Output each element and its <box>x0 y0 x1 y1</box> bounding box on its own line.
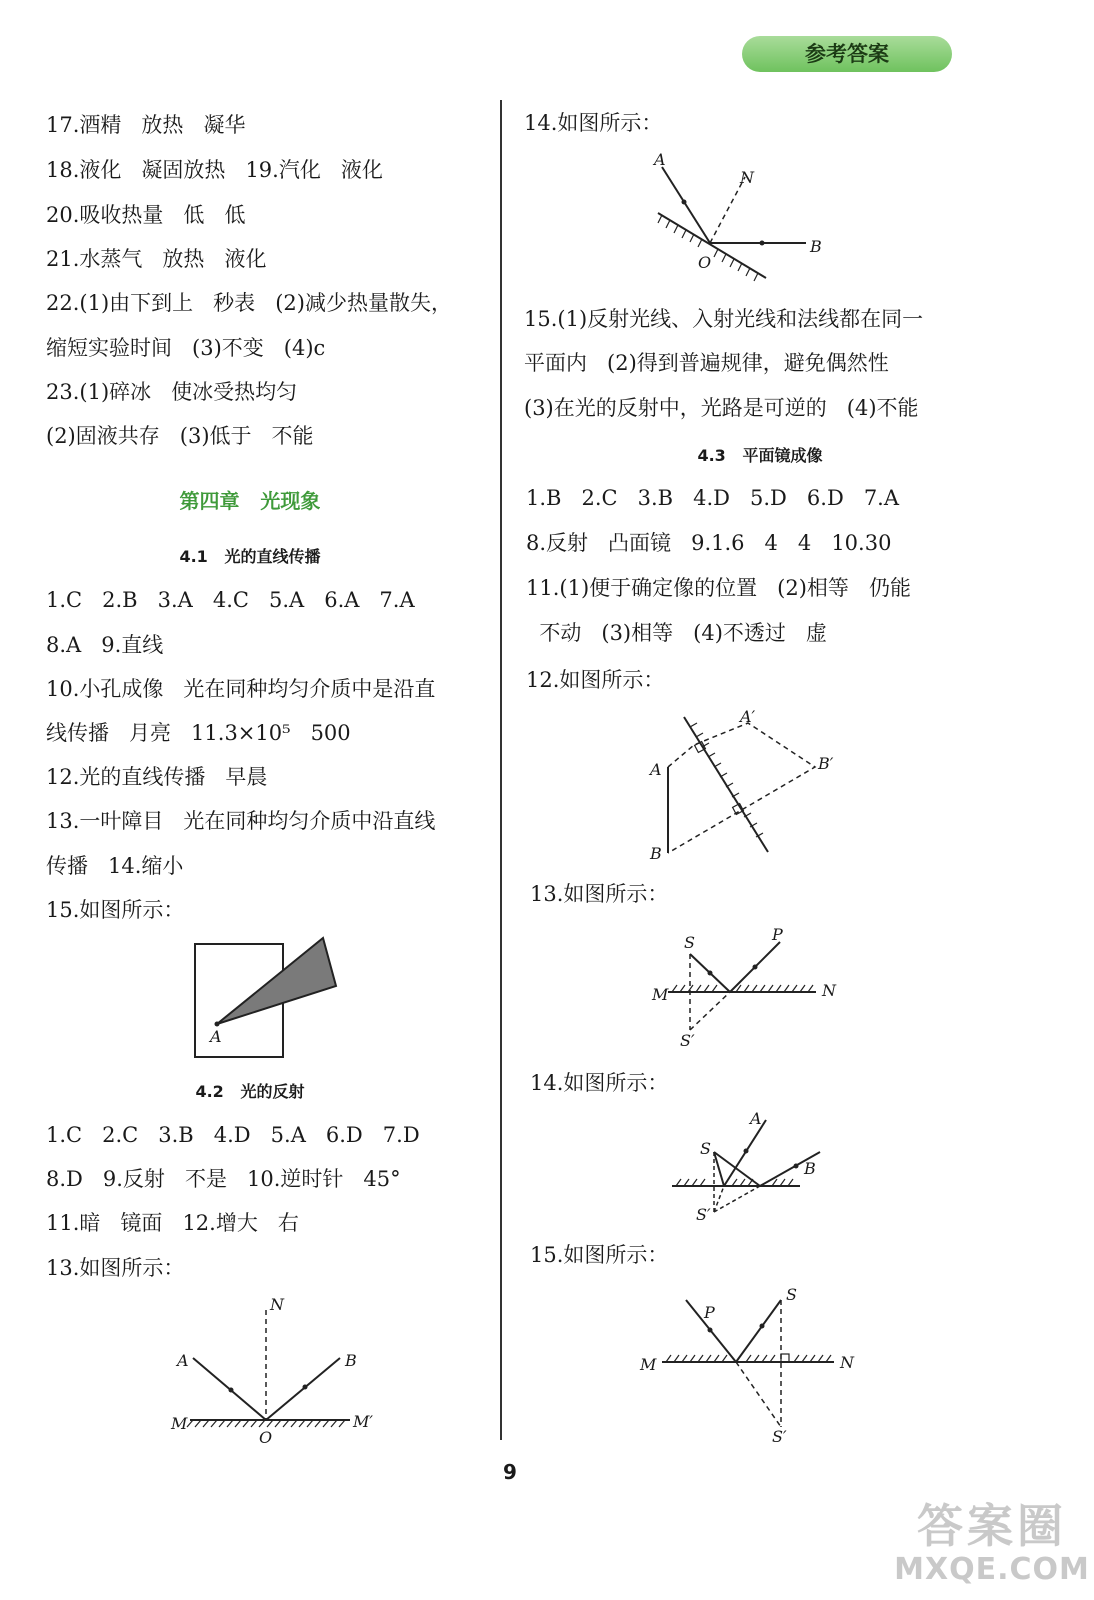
text-line: 1.C 2.C 3.B 4.D 5.A 6.D 7.D <box>46 1123 420 1147</box>
text-line: 1.B 2.C 3.B 4.D 5.D 6.D 7.A <box>526 486 900 510</box>
text-line: 不动 (3)相等 (4)不透过 虚 <box>526 621 827 645</box>
extension-line <box>736 1362 781 1427</box>
label-m-prime: M′ <box>353 1412 374 1431</box>
point-a <box>215 1022 220 1027</box>
shadow-region <box>217 938 336 1024</box>
ray-2 <box>714 1152 760 1186</box>
figure-reflection-14 <box>640 145 840 285</box>
figure-mirror-image-13 <box>648 922 848 1052</box>
text-line: 缩短实验时间 (3)不变 (4)c <box>46 336 326 360</box>
construction-lines <box>668 723 815 853</box>
figure-reflection-13 <box>165 1290 385 1450</box>
column-divider <box>500 100 502 1440</box>
mirror-hatching <box>672 985 813 992</box>
figure-shadow-diagram <box>180 930 360 1065</box>
watermark-url: MXQE.COM <box>894 1552 1090 1587</box>
text-line: 11.暗 镜面 12.增大 右 <box>46 1211 299 1235</box>
label-m: M <box>640 1355 657 1374</box>
text-line: 23.(1)碎冰 使冰受热均匀 <box>46 380 298 404</box>
text-line: 20.吸收热量 低 低 <box>46 203 246 227</box>
incident-ray <box>662 167 710 243</box>
reflected-ray <box>266 1358 340 1420</box>
text-line: 17.酒精 放热 凝华 <box>46 113 246 137</box>
text-line: (2)固液共存 (3)低于 不能 <box>46 424 314 448</box>
answer-key-badge: 参考答案 <box>742 36 952 72</box>
label-m: M <box>652 985 669 1004</box>
text-line: 13.如图所示： <box>530 882 669 906</box>
section-title-4-1: 4.1 光的直线传播 <box>179 547 321 566</box>
text-line: 14.如图所示： <box>524 111 663 135</box>
text-line: 15.如图所示： <box>530 1243 669 1267</box>
figure-mirror-image-14 <box>668 1108 848 1228</box>
label-s-prime: S′ <box>696 1205 711 1224</box>
label-s-prime: S′ <box>680 1031 695 1050</box>
mirror-hatching <box>676 1179 793 1186</box>
mirror-hatching <box>666 1355 831 1362</box>
label-o: O <box>259 1428 273 1447</box>
incident-ray <box>736 1300 781 1362</box>
text-line: (3)在光的反射中，光路是可逆的 (4)不能 <box>524 396 919 420</box>
extension-line <box>690 992 730 1030</box>
chapter-title: 第四章 光现象 <box>179 489 321 513</box>
mirror-hatching <box>690 723 763 837</box>
label-a: A <box>650 760 662 779</box>
text-line: 传播 14.缩小 <box>46 854 184 878</box>
text-line: 平面内 (2)得到普遍规律，避免偶然性 <box>524 351 889 375</box>
label-a: A <box>210 1027 222 1046</box>
watermark-logo-text: 答案圈 <box>917 1499 1067 1553</box>
label-p: P <box>704 1303 715 1322</box>
label-s: S <box>700 1139 711 1158</box>
label-s: S <box>684 933 695 952</box>
section-title-4-2: 4.2 光的反射 <box>195 1082 305 1101</box>
label-n: N <box>740 168 754 187</box>
text-line: 15.(1)反射光线、入射光线和法线都在同一 <box>524 307 924 331</box>
text-line: 8.D 9.反射 不是 10.逆时针 45° <box>46 1167 401 1191</box>
text-line: 8.反射 凸面镜 9.1.6 4 4 10.30 <box>526 531 892 555</box>
extension-line <box>714 1186 760 1212</box>
label-b: B <box>345 1351 357 1370</box>
extension-line <box>714 1186 724 1212</box>
text-line: 14.如图所示： <box>530 1071 669 1095</box>
text-line: 18.液化 凝固放热 19.汽化 液化 <box>46 158 383 182</box>
text-line: 22.(1)由下到上 秒表 (2)减少热量散失， <box>46 291 452 315</box>
text-line: 1.C 2.B 3.A 4.C 5.A 6.A 7.A <box>46 588 415 612</box>
label-s-prime: S′ <box>772 1427 787 1446</box>
label-b: B <box>650 844 662 863</box>
text-line: 13.一叶障目 光在同种均匀介质中沿直线 <box>46 809 436 833</box>
label-a: A <box>654 150 666 169</box>
label-o: O <box>698 253 712 272</box>
text-line: 15.如图所示： <box>46 898 185 922</box>
figure-mirror-image-15 <box>638 1282 868 1447</box>
label-b: B <box>804 1159 816 1178</box>
label-p: P <box>772 925 783 944</box>
label-a-prime: A′ <box>740 707 756 726</box>
label-m: M <box>171 1414 188 1433</box>
text-line: 11.(1)便于确定像的位置 (2)相等 仍能 <box>526 576 911 600</box>
text-line: 13.如图所示： <box>46 1256 185 1280</box>
label-a: A <box>177 1351 189 1370</box>
right-angle-mark <box>781 1354 789 1362</box>
label-s: S <box>786 1285 797 1304</box>
text-line: 8.A 9.直线 <box>46 633 164 657</box>
text-line: 线传播 月亮 11.3×10⁵ 500 <box>46 721 351 745</box>
mirror-hatching <box>187 1420 345 1427</box>
label-n: N <box>822 981 836 1000</box>
text-line: 12.光的直线传播 早晨 <box>46 765 268 789</box>
text-line: 12.如图所示： <box>526 668 665 692</box>
page-number: 9 <box>503 1460 517 1484</box>
section-title-4-3: 4.3 平面镜成像 <box>697 446 823 465</box>
label-n: N <box>840 1353 854 1372</box>
text-line: 10.小孔成像 光在同种均匀介质中是沿直 <box>46 677 436 701</box>
text-line: 21.水蒸气 放热 液化 <box>46 247 267 271</box>
label-n: N <box>270 1295 284 1314</box>
label-b-prime: B′ <box>818 754 834 773</box>
label-b: B <box>810 237 822 256</box>
figure-mirror-image-12 <box>640 705 860 865</box>
watermark <box>892 1490 1092 1598</box>
label-a: A <box>750 1109 762 1128</box>
